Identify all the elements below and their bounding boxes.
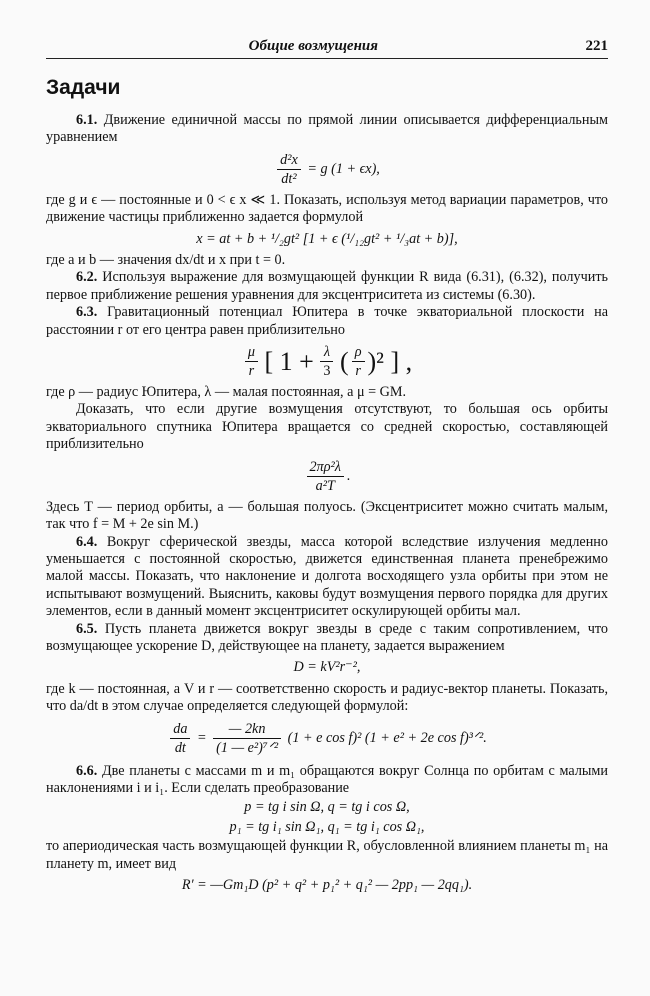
fraction (307, 458, 344, 495)
equation-6-1-a (46, 151, 608, 188)
problem-text: Две планеты с массами m и m₁ обращаются вокруг Солнца по орбитам с малыми наклонениями i и i₁. Если сделать преобразование (46, 762, 609, 796)
numerator: da (170, 720, 190, 739)
problem-number: 6.1. (76, 112, 98, 128)
problem-text: Вокруг сферической звезды, масса которой вследствие излучения медленно уменьшается с постоянной скоростью, движется единственная планета пренебрежимо малой массы. Показать, что наклонение и долгота восходящего узла орбиты при этом не испытывают возмущений. Выяснить, каковы будут возмущения первого порядка для других элементов, если в данный момент эксцентриситет оскулирующей орбиты мал. (46, 533, 608, 620)
problem-6-1 (46, 112, 608, 147)
denominator: (1 — e²)⁷ᐟ² (216, 739, 279, 756)
paren-open: ( (340, 346, 349, 376)
equation-6-6-a: p = tg i sin Ω, q = tg i cos Ω, (244, 799, 410, 816)
problem-text: Здесь T — период орбиты, a — большая полуось. (Эксцентриситет можно считать малым, так что f = M + 2e sin M.) (46, 498, 608, 533)
problem-text: Гравитационный потенциал Юпитера в точке экваториальной плоскости на расстоянии r от его центра равен приблизительно (46, 304, 609, 338)
numerator: λ (320, 343, 333, 362)
fraction (170, 720, 190, 757)
problem-text: Используя выражение для возмущающей функции R вида (6.31), (6.32), получить первое приближение решения уравнения для эксцентриситета из системы (6.30). (46, 269, 609, 303)
equals-sign: = (196, 729, 207, 746)
equation-6-1-b: x = at + b + ¹/₂gt² [1 + ϵ (¹/₁₂gt² + ¹/₃at + b)], (196, 230, 458, 247)
numerator: 2πρ²λ (307, 458, 344, 477)
page-number: 221 (585, 38, 608, 54)
fraction (352, 343, 365, 380)
problem-text: где k — постоянная, а V и r — соответственно скорость и радиус-вектор планеты. Показать, что da/dt в этом случае определяется следующей формулой: (46, 680, 608, 715)
problem-6-3 (46, 304, 608, 339)
problem-6-2 (46, 269, 608, 304)
problem-number: 6.4. (76, 533, 98, 550)
equation-6-3-b (46, 458, 608, 495)
problems-body (46, 112, 608, 898)
numerator: ρ (352, 343, 365, 362)
problem-text: Пусть планета движется вокруг звезды в среде с таким сопротивлением, что возмущающее ускорение D, действующее на планету, задается выражением (46, 620, 608, 654)
equation-end: . (346, 467, 351, 484)
running-title: Общие возмущения (248, 38, 378, 54)
denominator: dt² (281, 170, 297, 187)
equation-6-6-b: p₁ = tg i₁ sin Ω₁, q₁ = tg i₁ cos Ω₁, (229, 818, 425, 835)
denominator: r (355, 363, 361, 380)
problem-number: 6.2. (76, 269, 98, 286)
fraction (320, 343, 333, 380)
problem-number: 6.3. (76, 304, 98, 321)
equation-6-5-a: D = kV²r⁻², (293, 659, 361, 676)
problem-text: Доказать, что если другие возмущения отсутствуют, то большая ось орбиты экваториального спутника Юпитера вращается со средней скоростью, составляющей приблизительно (46, 401, 608, 453)
equation-6-3-a (46, 343, 608, 380)
problem-6-4 (46, 534, 608, 621)
numerator: — 2kn (213, 720, 281, 739)
numerator: d²x (277, 151, 301, 170)
problem-text: где ρ — радиус Юпитера, λ — малая постоянная, а μ = GM. (46, 384, 407, 401)
problem-text: где a и b — значения dx/dt и x при t = 0. (46, 252, 286, 269)
page-header (46, 32, 608, 59)
fraction (245, 343, 258, 380)
equation-rest: (1 + e cos f)² (1 + e² + 2e cos f)³ᐟ². (287, 729, 487, 746)
equation-6-6-c: R′ = —Gm₁D (p² + q² + p₁² + q₁² — 2pp₁ — 2qq₁). (181, 877, 473, 893)
bracket-close: )² ] , (367, 346, 413, 376)
equation-rhs: = g (1 + ϵx), (307, 160, 380, 177)
problem-text: то апериодическая часть возмущающей функции R, обусловленной влиянием планеты m₁ на планету m, имеет вид (46, 838, 608, 872)
denominator: a²T (315, 477, 335, 494)
problem-6-5 (46, 621, 608, 656)
numerator: μ (245, 343, 258, 362)
denominator: 3 (323, 363, 331, 380)
equation-6-5-b (46, 720, 608, 757)
section-title: Задачи (46, 76, 121, 99)
fraction (277, 151, 301, 188)
problem-number: 6.6. (76, 762, 98, 779)
problem-number: 6.5. (76, 620, 98, 637)
bracket-open: [ 1 + (264, 346, 314, 376)
fraction (213, 720, 281, 757)
problem-6-6 (46, 763, 608, 798)
problem-text: где g и ϵ — постоянные и 0 < ϵ x ≪ 1. Показать, используя метод вариации параметров, что движение частицы приближенно задается формулой (46, 191, 608, 226)
denominator: r (248, 363, 255, 380)
denominator: dt (174, 739, 186, 756)
problem-text: Движение единичной массы по прямой линии описывается дифференциальным уравнением (46, 112, 609, 146)
